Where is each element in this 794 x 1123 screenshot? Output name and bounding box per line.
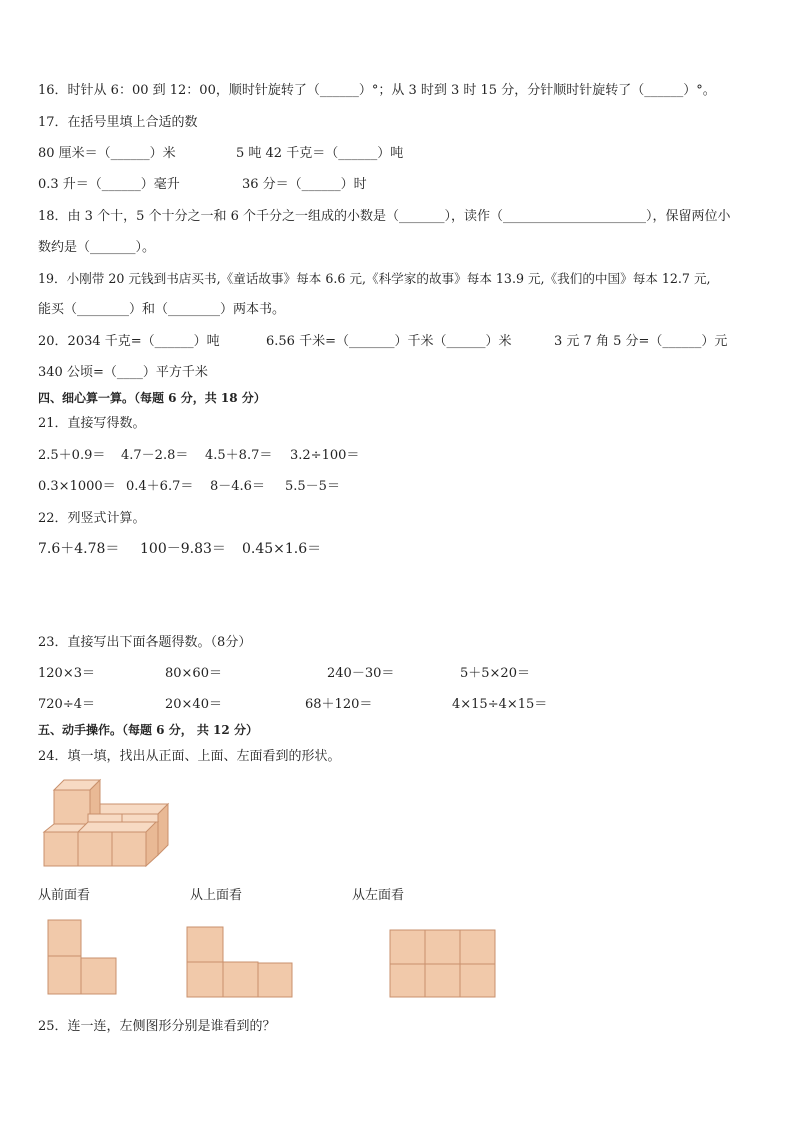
question-24-title: 24．填一填，找出从正面、上面、左面看到的形状。 bbox=[38, 749, 341, 764]
view-label-top: 从上面看 bbox=[190, 888, 243, 903]
question-17-item: 0.3 升＝（______）毫升 bbox=[38, 177, 180, 192]
question-20-item: 3 元 7 角 5 分=（______）元 bbox=[554, 334, 728, 349]
calc-item: 7.6＋4.78＝ bbox=[38, 541, 120, 557]
calc-item: 0.45×1.6＝ bbox=[242, 541, 322, 557]
calc-item: 5.5－5＝ bbox=[285, 479, 340, 494]
calc-item: 5＋5×20＝ bbox=[460, 666, 530, 681]
calc-item: 3.2÷100＝ bbox=[290, 448, 360, 463]
left-view-shape bbox=[389, 929, 497, 999]
calc-item: 20×40＝ bbox=[165, 697, 222, 712]
top-view-shape bbox=[186, 926, 294, 998]
front-view-shape bbox=[47, 919, 119, 997]
section-5-heading: 五、动手操作。（每题 6 分， 共 12 分） bbox=[38, 723, 258, 737]
question-19-line: 19．小刚带 20 元钱到书店买书,《童话故事》每本 6.6 元,《科学家的故事》每本 13.9 元,《我们的中国》每本 12.7 元, bbox=[38, 271, 711, 286]
calc-item: 68＋120＝ bbox=[305, 697, 373, 712]
question-18-line: 数约是（_______）。 bbox=[38, 240, 156, 255]
calc-item: 240－30＝ bbox=[327, 666, 395, 681]
question-19-line: 能买（________）和（________）两本书。 bbox=[38, 302, 286, 317]
calc-item: 100－9.83＝ bbox=[140, 541, 226, 557]
question-17-item: 36 分＝（______）时 bbox=[242, 177, 367, 192]
question-20-item: 340 公顷=（____）平方千米 bbox=[38, 365, 208, 380]
calc-item: 720÷4＝ bbox=[38, 697, 95, 712]
question-20-item: 20．2034 千克=（______）吨 bbox=[38, 334, 220, 349]
calc-item: 8－4.6＝ bbox=[210, 479, 265, 494]
calc-item: 0.4＋6.7＝ bbox=[126, 479, 194, 494]
question-17-item: 5 吨 42 千克＝（______）吨 bbox=[236, 146, 404, 161]
calc-item: 0.3×1000＝ bbox=[38, 479, 116, 494]
question-17-item: 80 厘米＝（______）米 bbox=[38, 146, 176, 161]
question-16: 16．时针从 6：00 到 12：00，顺时针旋转了（______）°；从 3 时到 3 时 15 分，分针顺时针旋转了（______）°。 bbox=[38, 83, 716, 98]
calc-item: 120×3＝ bbox=[38, 666, 95, 681]
question-25: 25．连一连，左侧图形分别是谁看到的？ bbox=[38, 1019, 276, 1034]
calc-item: 2.5＋0.9＝ bbox=[38, 448, 106, 463]
question-17-title: 17．在括号里填上合适的数 bbox=[38, 115, 198, 130]
calc-item: 4.7－2.8＝ bbox=[121, 448, 189, 463]
calc-item: 80×60＝ bbox=[165, 666, 222, 681]
question-18-line: 18．由 3 个十，5 个十分之一和 6 个千分之一组成的小数是（_______），读作（______________________），保留两位小 bbox=[38, 209, 731, 224]
question-20-item: 6.56 千米=（_______）千米（______）米 bbox=[266, 334, 512, 349]
section-4-heading: 四、细心算一算。（每题 6 分，共 18 分） bbox=[38, 391, 266, 405]
view-label-left: 从左面看 bbox=[352, 888, 405, 903]
cube-stack-figure bbox=[40, 775, 175, 870]
question-23-title: 23．直接写出下面各题得数。（8分） bbox=[38, 635, 252, 650]
question-21-title: 21．直接写得数。 bbox=[38, 416, 146, 431]
calc-item: 4.5＋8.7＝ bbox=[205, 448, 273, 463]
view-label-front: 从前面看 bbox=[38, 888, 91, 903]
calc-item: 4×15÷4×15＝ bbox=[452, 697, 548, 712]
question-22-title: 22．列竖式计算。 bbox=[38, 511, 146, 526]
